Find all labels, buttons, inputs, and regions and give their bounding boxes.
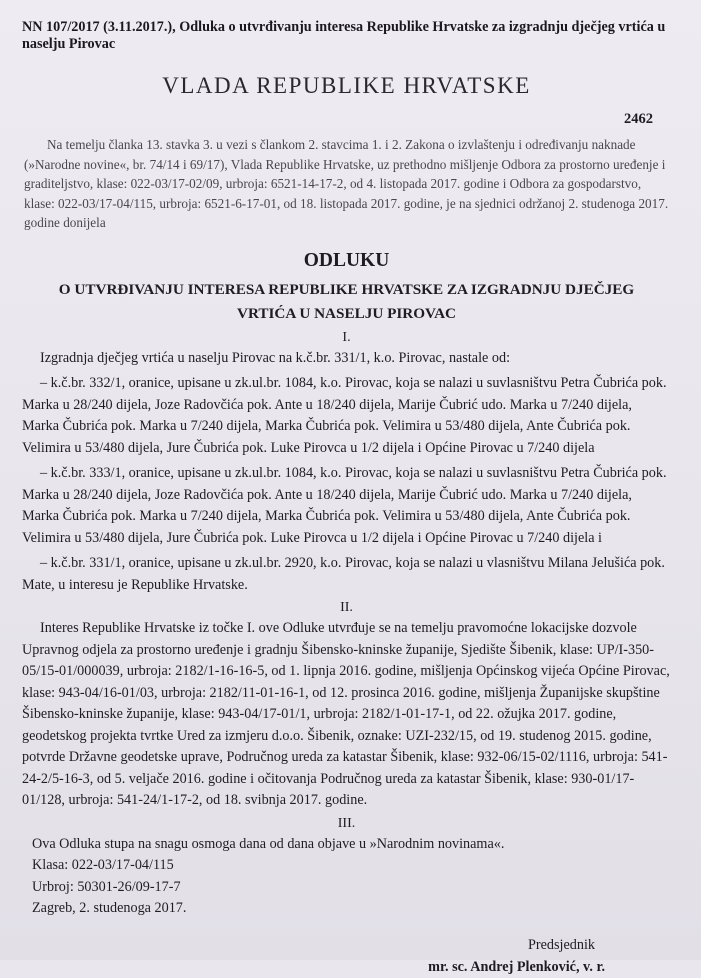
document-number: 2462 xyxy=(624,111,653,127)
section-heading-1: I. xyxy=(342,329,351,345)
parcel-item: – k.č.br. 331/1, oranice, upisane u zk.ul.br. 2920, k.o. Pirovac, koja se nalazi u vlasništvu Milana Jelušića pok. Mate, u interesu je Republike Hrvatske. xyxy=(22,555,665,593)
klasa: Klasa: 022-03/17-04/115 xyxy=(32,857,174,873)
place-date: Zagreb, 2. studenoga 2017. xyxy=(32,900,187,916)
section-1-intro: Izgradnja dječjeg vrtića u naselju Pirovac na k.č.br. 331/1, k.o. Pirovac, nastale od: xyxy=(40,349,511,366)
parcel-item: – k.č.br. 333/1, oranice, upisane u zk.ul.br. 1084, k.o. Pirovac, koja se nalazi u suvlasništvu Petra Čubrića pok. Marka u 28/240 dijela, Joze Radovčića pok. Ante u 18/240 dijela, Marije Čubrić udo. Marka u 7/240 dijela, Marka Čubrića pok. Marka u 7/240 dijela, Marka Čubrića pok. Velimira u 53/480 dijela, Ante Čubrića pok. Velimira u 53/480 dijela, Jure Čubrića pok. Luke Pirovca u 1/2 dijela i Općine Pirovac u 7/240 dijela i xyxy=(22,465,667,546)
parcel-item: – k.č.br. 332/1, oranice, upisane u zk.ul.br. 1084, k.o. Pirovac, koja se nalazi u suvlasništvu Petra Čubrića pok. Marka u 28/240 dijela, Joze Radovčića pok. Ante u 18/240 dijela, Marije Čubrić udo. Marka u 7/240 dijela, Marka Čubrića pok. Marka u 7/240 dijela, Marka Čubrića pok. Velimira u 53/480 dijela, Ante Čubrića pok. Velimira u 53/480 dijela, Jure Čubrića pok. Luke Pirovca u 1/2 dijela i Općine Pirovac u 7/240 dijela xyxy=(22,375,667,456)
signature-role: Predsjednik xyxy=(528,936,595,953)
government-title: VLADA REPUBLIKE HRVATSKE xyxy=(162,73,531,98)
gazette-header: NN 107/2017 (3.11.2017.), Odluka o utvrđivanju interesa Republike Hrvatske za izgradnju dječjeg vrtića u naselju Pirovac xyxy=(22,19,666,52)
decision-subtitle: O UTVRĐIVANJU INTERESA REPUBLIKE HRVATSKE ZA IZGRADNJU DJEČJEG VRTIĆA U NASELJU PIROVAC xyxy=(58,280,635,322)
section-heading-3: III. xyxy=(337,815,356,831)
signature-block xyxy=(22,934,671,978)
decision-title: ODLUKU xyxy=(303,249,390,271)
section-heading-2: II. xyxy=(340,600,353,615)
section-3-text: Ova Odluka stupa na snagu osmoga dana od dana objave u »Narodnim novinama«. xyxy=(32,835,505,852)
urbroj: Urbroj: 50301-26/09-17-7 xyxy=(32,878,181,895)
preamble: Na temelju članka 13. stavka 3. u vezi s člankom 2. stavcima 1. i 2. Zakona o izvlaštenju i određivanju naknade (»Narodne novine«, br. 74/14 i 69/17), Vlada Republike Hrvatske, uz prethodno mišljenje Odbora za prostorno uređenje i graditeljstvo, klase: 022-03/17-02/09, urbroja: 6521-14-17-2, od 4. listopada 2017. godine i Odbora za gospodarstvo, klase: 022-03/17-04/115, urbroja: 6521-6-17-01, od 18. listopada 2017. godine, je na sjednici održanoj 2. studenoga 2017. godine donijela xyxy=(24,137,669,230)
section-2-text: Interes Republike Hrvatske iz točke I. ove Odluke utvrđuje se na temelju pravomoćne lokacijske dozvole Upravnog odjela za prostorno uređenje i gradnju Šibensko-kninske županije, Sjedište Šibenik, klase: UP/I-350-05/15-01/000039, urbroja: 2182/1-16-16-5, od 1. lipnja 2016. godine, mišljenja Općinskog vijeća Općine Pirovac, klase: 943-04/16-01/03, urbroja: 2182/11-01-16-1, od 12. prosinca 2016. godine, mišljenja Županijske skupštine Šibensko-kninske županije, klase: 943-04/17-01/1, urbroja: 2182/1-01-17-1, od 22. ožujka 2017. godine, geodetskog projekta tvrtke Ured za izmjeru d.o.o. Šibenik, oznake: UZI-232/15, od 19. studenog 2015. godine, potvrde Državne geodetske uprave, Područnog ureda za katastar Šibenik, klase: 932-06/15-02/1116, urbroja: 541-24-2/5-16-3, od 5. veljače 2016. godine i očitovanja Područnog ureda za katastar Šibenik, klase: 930-01/17-01/128, urbroja: 541-24/1-17-2, od 18. svibnja 2017. godine. xyxy=(22,620,670,808)
signature-name: mr. sc. Andrej Plenković, v. r. xyxy=(428,958,605,975)
